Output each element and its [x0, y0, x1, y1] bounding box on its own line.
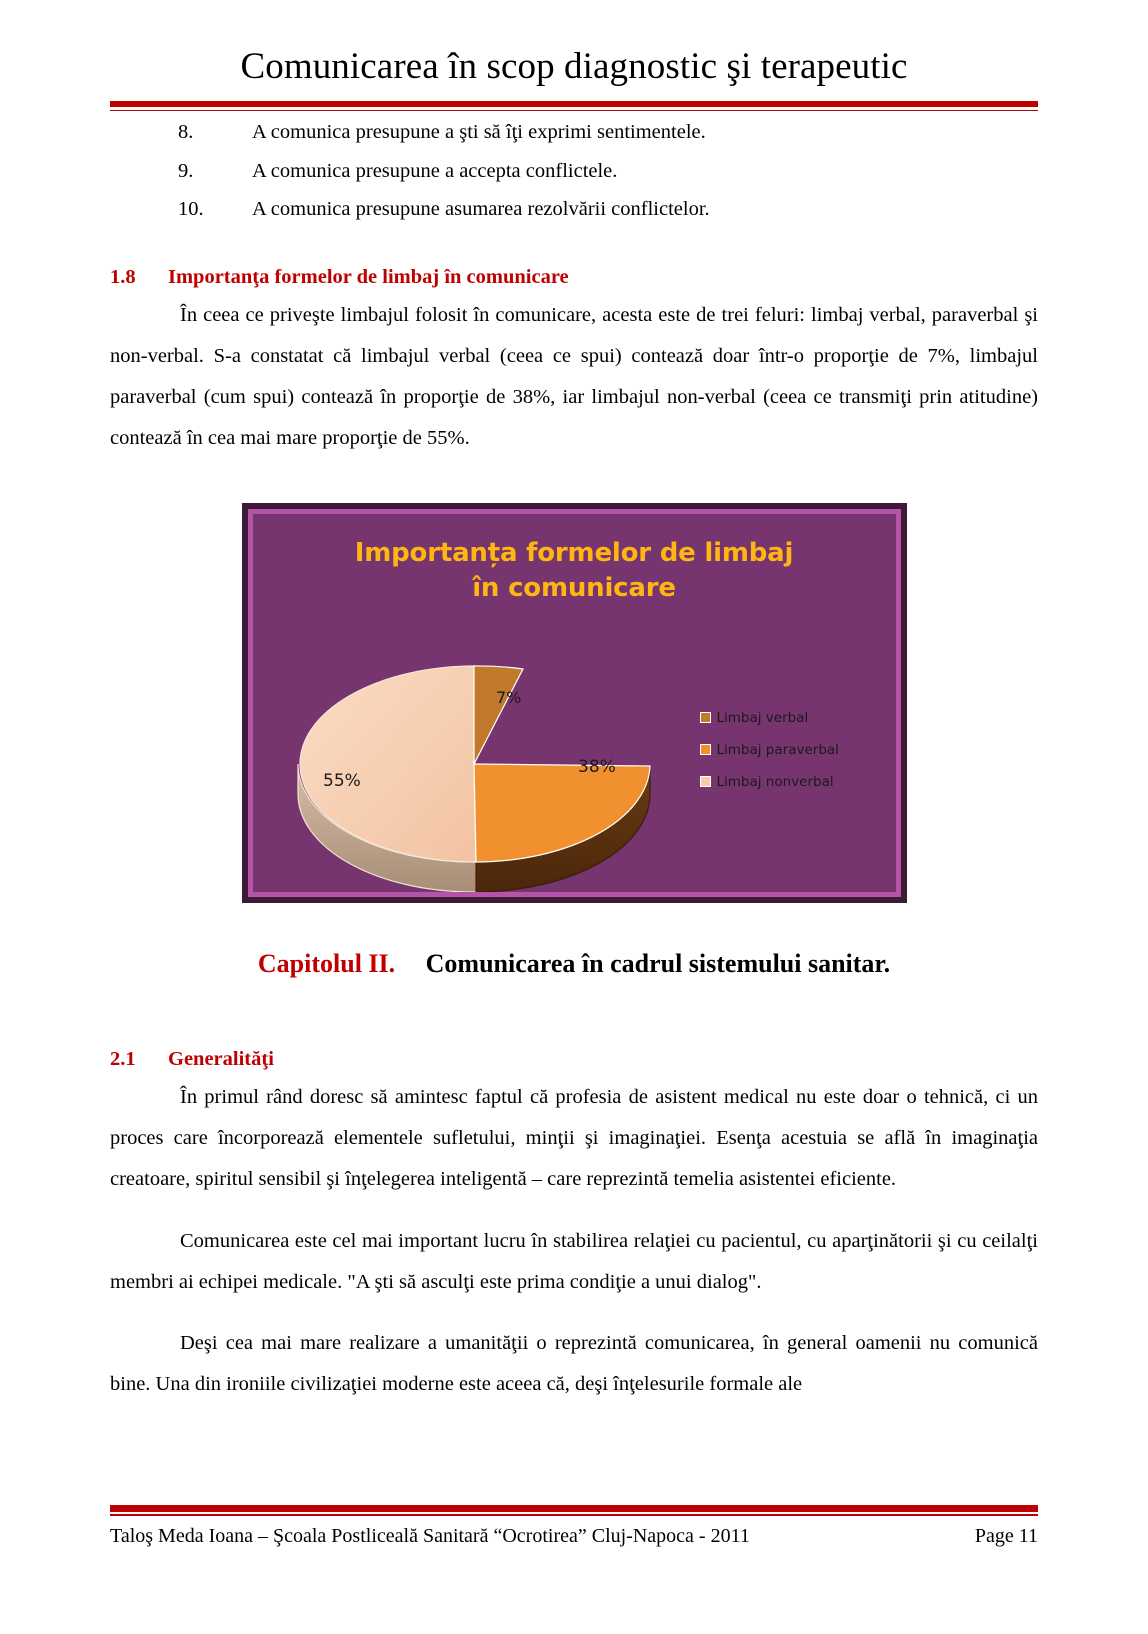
- list-item-text: A comunica presupune a şti să îţi exprimi sentimentele.: [252, 121, 706, 143]
- pie-label-verbal: 7%: [495, 687, 521, 707]
- legend-item-verbal: [700, 710, 880, 726]
- document-body: [110, 122, 1038, 1426]
- list-item-text: A comunica presupune a accepta conflictele.: [252, 159, 618, 182]
- legend-swatch-icon: [700, 776, 711, 787]
- pie-label-paraverbal: 38%: [577, 756, 616, 777]
- legend-label: Limbaj nonverbal: [716, 773, 834, 790]
- page-title: Comunicarea în scop diagnostic şi terapeutic: [240, 46, 908, 87]
- section-title: Generalităţi: [168, 1048, 274, 1071]
- footer-content: [110, 1516, 1038, 1548]
- section-1-8-paragraph: În ceea ce priveşte limbajul folosit în comunicare, acesta este de trei feluri: limbaj verbal, paraverbal şi non-verbal. S-a constatat că limbajul verbal (ceea ce spui) contează doar într-o proporţie de 7%, limbajul paraverbal (cum spui) contează în proporţie de 38%, iar limbajul non-verbal (ceea ce transmiţi prin atitudine) contează în cea mai mare proporţie de 55%.: [110, 303, 1038, 449]
- pie-slice-verbal: [474, 665, 523, 763]
- legend-item-nonverbal: [700, 774, 880, 790]
- section-2-1-paragraph-3: Deşi cea mai mare realizare a umanităţii o reprezintă comunicarea, în general oamenii nu comunică bine. Una din ironiile civilizaţiei moderne este aceea că, deşi înţelesurile formale ale: [110, 1332, 1038, 1396]
- legend-label: Limbaj verbal: [716, 709, 809, 726]
- pie-label-nonverbal: 55%: [322, 770, 361, 791]
- legend-swatch-icon: [700, 712, 711, 723]
- section-heading-2-1: [110, 1048, 1038, 1071]
- section-heading-1-8: [110, 266, 1038, 289]
- footer-author: Taloş Meda Ioana – Şcoala Postliceală Sanitară “Ocrotirea” Cluj-Napoca - 2011: [110, 1525, 750, 1547]
- chart-outer-border: [242, 503, 907, 903]
- chapter-number: Capitolul II.: [257, 948, 396, 978]
- pie-svg: [278, 644, 673, 894]
- chart-title: [253, 536, 896, 608]
- footer-divider: [110, 1505, 1038, 1516]
- section-title: Importanţa formelor de limbaj în comunicare: [168, 265, 569, 288]
- numbered-list: [110, 122, 1038, 220]
- page-footer: [110, 1505, 1038, 1548]
- chart-title-line-2: în comunicare: [472, 573, 676, 604]
- list-item-number: 10.: [178, 198, 204, 220]
- chart-legend: [700, 710, 880, 806]
- list-item: [110, 161, 1038, 182]
- chapter-title: Comunicarea în cadrul sistemului sanitar.: [425, 948, 891, 978]
- list-item-number: 9.: [178, 159, 194, 182]
- footer-page-number: Page 11: [974, 1525, 1038, 1547]
- page-header: [0, 0, 1148, 111]
- chart-canvas: [248, 509, 901, 897]
- list-item: [110, 122, 1038, 143]
- header-divider: [110, 101, 1038, 111]
- legend-label: Limbaj paraverbal: [716, 741, 839, 758]
- chapter-heading: [110, 950, 1038, 979]
- legend-item-paraverbal: [700, 742, 880, 758]
- list-item: [110, 199, 1038, 220]
- legend-swatch-icon: [700, 744, 711, 755]
- pie-chart: [278, 644, 673, 894]
- section-number: 2.1: [110, 1048, 136, 1071]
- list-item-text: A comunica presupune asumarea rezolvării conflictelor.: [252, 198, 710, 220]
- section-2-1-paragraph-1: În primul rând doresc să amintesc faptul că profesia de asistent medical nu este doar o tehnică, ci un proces care încorporează elementele sufletului, minţii şi imaginaţiei. Esenţa acestuia se află în imaginaţia creatoare, spiritul sensibil şi înţelegerea inteligentă – care reprezintă temelia asistentei eficiente.: [110, 1086, 1038, 1191]
- section-number: 1.8: [110, 265, 136, 288]
- section-2-1-paragraph-2: Comunicarea este cel mai important lucru în stabilirea relaţiei cu pacientul, cu aparţinătorii şi cu ceilalţi membri ai echipei medicale. "A şti să asculţi este prima condiţie a unui dialog".: [110, 1229, 1038, 1293]
- chart-container: [110, 503, 1038, 903]
- chart-title-line-1: Importanța formelor de limbaj: [354, 537, 794, 568]
- list-item-number: 8.: [178, 121, 194, 143]
- pie-slice-paraverbal: [474, 764, 650, 862]
